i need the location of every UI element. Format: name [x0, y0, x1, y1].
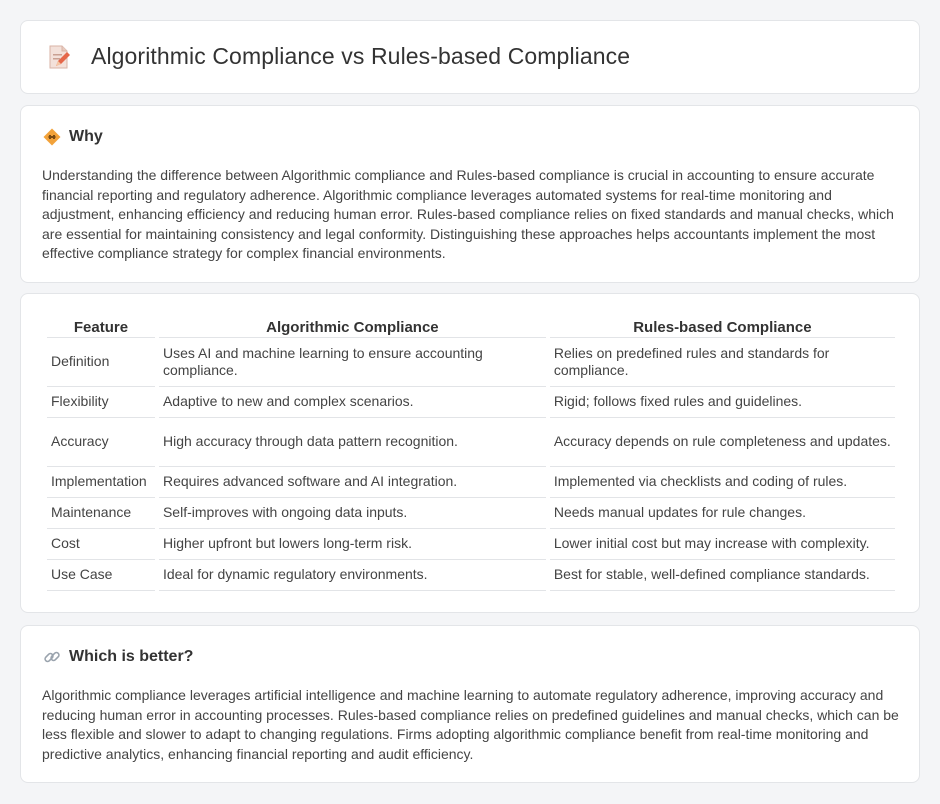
row-rules-based: Implemented via checklists and coding of rules. [550, 467, 895, 498]
table-header-row [47, 315, 895, 338]
why-text: Understanding the difference between Algorithmic compliance and Rules-based compliance is crucial in accounting to ensure accurate financial reporting and regulatory adherence. Algorithmic compliance leverages automated systems for real-time monitoring and adjustment, enhancing efficiency and reducing human error. Rules-based compliance relies on fixed standards and manual checks, which are essential for maintaining consistency and legal conformity. Distinguishing these approaches helps accountants implement the most effective compliance strategy for complex financial environments. [42, 167, 894, 262]
row-feature: Implementation [47, 467, 155, 498]
row-algorithmic: Requires advanced software and AI integration. [159, 467, 546, 498]
row-rules-based: Needs manual updates for rule changes. [550, 498, 895, 529]
row-algorithmic: Adaptive to new and complex scenarios. [159, 387, 546, 418]
row-algorithmic: Self-improves with ongoing data inputs. [159, 498, 546, 529]
table-row [47, 529, 895, 560]
row-rules-based: Lower initial cost but may increase with complexity. [550, 529, 895, 560]
comparison-section [20, 293, 920, 613]
document-pencil-icon [47, 44, 71, 70]
table-row [47, 467, 895, 498]
row-feature: Use Case [47, 560, 155, 591]
table-row [47, 560, 895, 591]
comparison-table [43, 315, 899, 591]
row-rules-based: Relies on predefined rules and standards for compliance. [550, 338, 895, 387]
row-feature: Maintenance [47, 498, 155, 529]
header-rules-based: Rules-based Compliance [550, 315, 895, 338]
header-feature: Feature [47, 315, 155, 338]
better-heading-row [43, 648, 193, 666]
table-row [47, 498, 895, 529]
row-feature: Cost [47, 529, 155, 560]
row-algorithmic: Uses AI and machine learning to ensure accounting compliance. [159, 338, 546, 387]
title-card [20, 20, 920, 94]
row-algorithmic: High accuracy through data pattern recognition. [159, 418, 546, 467]
table-row [47, 338, 895, 387]
row-rules-based: Best for stable, well-defined compliance standards. [550, 560, 895, 591]
why-section [20, 105, 920, 283]
row-feature: Flexibility [47, 387, 155, 418]
row-rules-based: Rigid; follows fixed rules and guidelines. [550, 387, 895, 418]
row-feature: Accuracy [47, 418, 155, 467]
row-rules-based: Accuracy depends on rule completeness and updates. [550, 418, 895, 467]
row-algorithmic: Ideal for dynamic regulatory environments. [159, 560, 546, 591]
why-heading: Why [69, 128, 103, 145]
header-algorithmic: Algorithmic Compliance [159, 315, 546, 338]
table-row [47, 418, 895, 467]
diamond-sign-icon [43, 128, 61, 146]
which-is-better-section [20, 625, 920, 783]
title-row [47, 43, 630, 70]
why-heading-row [43, 128, 103, 146]
row-algorithmic: Higher upfront but lowers long-term risk. [159, 529, 546, 560]
page-title: Algorithmic Compliance vs Rules-based Compliance [91, 43, 631, 69]
table-row [47, 387, 895, 418]
link-icon [43, 648, 61, 666]
row-feature: Definition [47, 338, 155, 387]
better-heading: Which is better? [69, 648, 194, 665]
better-text: Algorithmic compliance leverages artificial intelligence and machine learning to automate regulatory adherence, improving accuracy and reducing human error in accounting processes. Rules-based compliance relies on predefined guidelines and manual checks, which can be less flexible and slower to adapt to changing regulations. Firms adopting algorithmic compliance benefit from real-time monitoring and predictive analytics, enhancing financial reporting and audit efficiency. [42, 687, 899, 762]
